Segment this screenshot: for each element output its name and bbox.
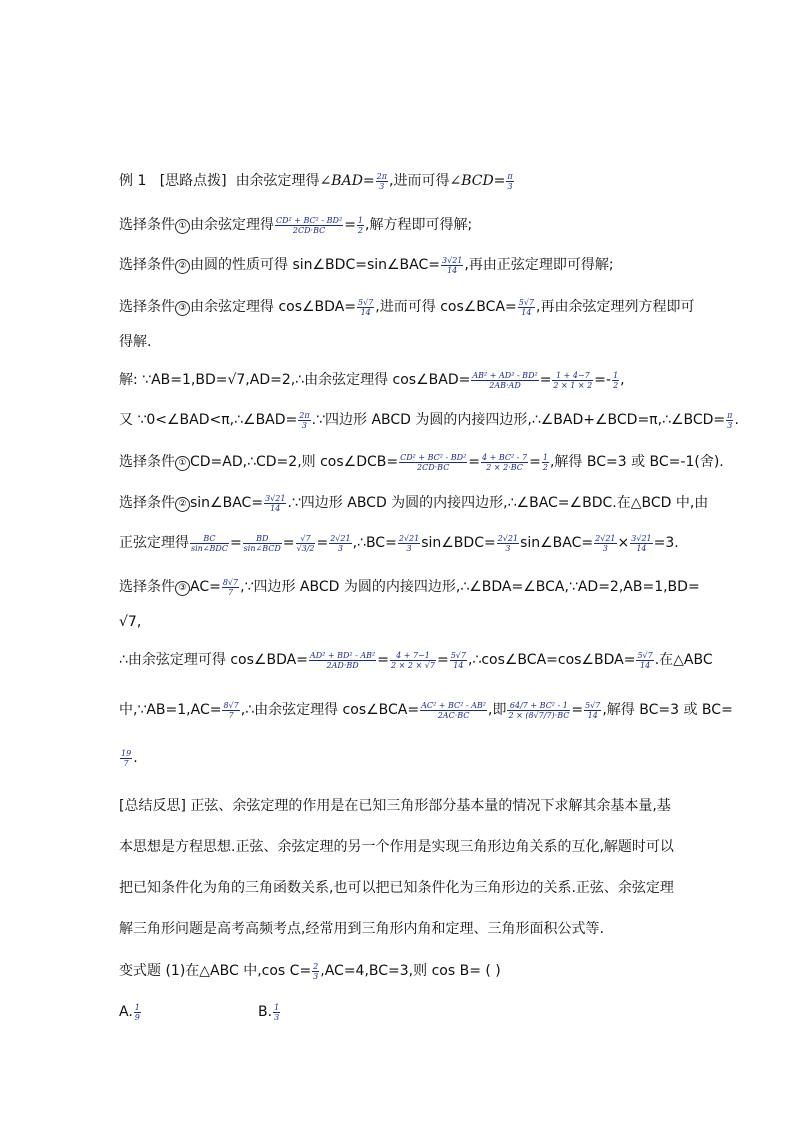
circled-number: ③ [175, 301, 190, 316]
numerator: 1 + 4−7 [552, 371, 593, 381]
fraction [726, 411, 733, 430]
text: = [436, 652, 449, 668]
circled-number: ① [175, 219, 190, 234]
fraction [120, 749, 132, 768]
numerator: 1 [542, 452, 548, 462]
text: = [571, 702, 584, 718]
hint-condition-3 [119, 297, 724, 317]
numerator: 2√21 [595, 533, 616, 543]
text: [总结反思] 正弦、余弦定理的作用是在已知三角形部分基本量的情况下求解其余基本量,基 [119, 798, 671, 814]
text: sin∠BDC= [421, 535, 496, 551]
fraction [507, 701, 570, 720]
text: = [344, 217, 356, 233]
fraction [222, 701, 239, 720]
denominator: sin∠BDC [191, 543, 228, 553]
denominator: 3 [379, 181, 385, 191]
hint-condition-1 [119, 215, 724, 235]
text: 中,∵AB=1,AC= [119, 702, 222, 718]
solution-condition-3 [119, 577, 724, 597]
text: 由余弦定理得 [190, 217, 274, 233]
fraction [497, 534, 519, 553]
summary-line-3 [119, 878, 724, 898]
numerator: 19 [121, 748, 132, 758]
numerator: 3√21 [442, 255, 463, 265]
denominator: 2AB·AD [489, 380, 521, 390]
text: × [617, 535, 630, 551]
circled-number: ② [175, 259, 190, 274]
numerator: π [727, 410, 733, 420]
denominator: 14 [521, 307, 532, 317]
denominator: 2 [542, 462, 548, 472]
text: 又 ∵0<∠BAD<π,∴∠BAD= [119, 412, 298, 428]
fraction [630, 534, 652, 553]
solution-condition-2-cont [119, 533, 724, 553]
choice-a[interactable] [119, 1002, 142, 1022]
numerator: 64/7 + BC² - 1 [507, 701, 570, 711]
solution-condition-3-cont [119, 612, 724, 632]
solution-condition-3-line-3 [119, 700, 733, 720]
denominator: 3 [301, 420, 307, 430]
denominator: 2AD·BD [326, 660, 359, 670]
fraction [312, 962, 319, 981]
solution-condition-3-line-2 [119, 650, 724, 670]
numerator: 2 [313, 961, 319, 971]
math-text: ∠BAD= [319, 173, 375, 189]
numerator: AD² + BD² - AB² [309, 650, 376, 660]
text: ,∴由余弦定理得 cos∠BCA= [240, 702, 420, 718]
text: .∵四边形 ABCD 为圆的内接四边形,∴∠BAC=∠BDC.在△BCD 中,由 [287, 495, 709, 511]
numerator: AC² + BC² - AB² [421, 700, 487, 710]
numerator: 1 [357, 215, 364, 225]
text: 由余弦定理得 cos∠BDA= [190, 299, 357, 315]
math-text: ∠BCD= [449, 173, 506, 189]
denominator: 2AC·BC [437, 710, 470, 720]
text: 由余弦定理得 [235, 173, 320, 189]
text: . [133, 750, 138, 766]
text: ,进而可得 cos∠BCA= [375, 299, 517, 315]
example-label: 例 1 [119, 173, 147, 189]
text: =3. [653, 535, 679, 551]
text: .在△ABC [654, 652, 713, 668]
text: =- [594, 372, 612, 388]
numerator: 8√7 [222, 577, 239, 587]
text: 选择条件 [119, 257, 175, 273]
denominator: 14 [639, 660, 651, 670]
fraction [243, 534, 282, 553]
text: 解: ∵AB=1,BD=√7,AD=2,∴由余弦定理得 cos∠BAD= [119, 372, 471, 388]
denominator: 2CD·BC [292, 225, 326, 235]
fraction [636, 651, 653, 670]
solution-line-2 [119, 410, 739, 430]
fraction [471, 371, 538, 390]
fraction [584, 701, 601, 720]
text: ,解得 BC=3 或 BC= [602, 702, 733, 718]
fraction [441, 256, 463, 275]
numerator: 5√7 [518, 297, 535, 307]
text: ,即 [488, 702, 507, 718]
fraction [357, 298, 374, 317]
text: 解三角形问题是高考高频考点,经常用到三角形内角和定理、三角形面积公式等. [119, 921, 604, 937]
text: ,∵四边形 ABCD 为圆的内接四边形,∴∠BDA=∠BCA,∵AD=2,AB=1,BD= [240, 579, 700, 595]
text: . [734, 412, 739, 428]
numerator: 4 + 7−1 [390, 651, 436, 661]
summary-line-1 [119, 796, 724, 816]
text: 选择条件 [119, 217, 175, 233]
text: 选择条件 [119, 495, 175, 511]
text: 本思想是方程思想.正弦、余弦定理的另一个作用是实现三角形边角关系的互化,解题时可以 [119, 839, 674, 855]
fraction [264, 494, 286, 513]
denominator: 3 [337, 543, 343, 553]
numerator: BC [190, 534, 229, 544]
numerator: π [507, 171, 513, 181]
text: .∵四边形 ABCD 为圆的内接四边形,∴∠BAD+∠BCD=π,∴∠BCD= [311, 412, 726, 428]
denominator: 3 [313, 971, 319, 981]
numerator: 2√21 [330, 533, 351, 543]
fraction [398, 534, 420, 553]
fraction [296, 534, 316, 553]
fraction [273, 1003, 280, 1022]
denominator: 2 × 2·BC [486, 462, 523, 472]
denominator: 2 × (8√7/7)·BC [508, 710, 570, 720]
denominator: 3 [505, 543, 511, 553]
text: = [229, 535, 242, 551]
text: 把已知条件化为角的三角函数关系,也可以把已知条件化为三角形边的关系.正弦、余弦定理 [119, 880, 674, 896]
numerator: 1 [274, 1002, 280, 1012]
numerator: 2π [376, 171, 388, 181]
denominator: 3 [274, 1012, 280, 1022]
denominator: 2CD·BC [417, 462, 450, 472]
text: = [282, 535, 295, 551]
numerator: 3√21 [265, 493, 286, 503]
text: ,再由余弦定理列方程即可 [536, 299, 695, 315]
fraction [298, 411, 310, 430]
solution-line-1 [119, 370, 724, 390]
fraction [390, 651, 436, 670]
denominator: 7 [227, 587, 234, 597]
fraction [190, 534, 229, 553]
numerator: 1 [134, 1002, 140, 1012]
denominator: 14 [453, 660, 464, 670]
fraction [399, 453, 467, 472]
text: ,AC=4,BC=3,则 cos B= ( ) [320, 963, 501, 979]
numerator: 1 [613, 370, 619, 380]
numerator: √7 [296, 534, 316, 544]
fraction [376, 172, 388, 191]
numerator: 4 + BC² - 7 [482, 452, 528, 462]
text: 由圆的性质可得 sin∠BDC=sin∠BAC= [190, 257, 440, 273]
text: = [468, 454, 481, 470]
text: 变式题 (1)在△ABC 中,cos C= [119, 963, 312, 979]
numerator: BD [243, 534, 282, 544]
hint-tag: [思路点拨] [159, 173, 227, 189]
summary-line-2 [119, 837, 724, 857]
text: , [620, 372, 625, 388]
numerator: CD² + BC² - BD² [276, 215, 343, 225]
fraction [134, 1003, 141, 1022]
numerator: 5√7 [450, 650, 466, 660]
numerator: 3√21 [631, 533, 652, 543]
example-heading [119, 171, 724, 191]
text: = [539, 372, 552, 388]
fraction [309, 651, 376, 670]
numerator: 8√7 [223, 700, 239, 710]
fraction [222, 578, 239, 597]
choice-label: A. [119, 1004, 133, 1020]
denominator: 14 [270, 503, 281, 513]
hint-condition-2 [119, 255, 724, 275]
summary-line-4 [119, 919, 724, 939]
denominator: 3 [406, 543, 412, 553]
circled-number: ③ [175, 581, 190, 596]
text: 得解. [119, 334, 152, 350]
fraction [612, 371, 619, 390]
numerator: CD² + BC² - BD² [400, 452, 467, 462]
text: 选择条件 [119, 454, 175, 470]
circled-number: ① [175, 456, 190, 471]
numerator: 2π [299, 410, 310, 420]
denominator: 7 [228, 710, 234, 720]
denominator: 14 [636, 543, 647, 553]
numerator: 2√21 [497, 533, 519, 543]
circled-number: ② [175, 497, 190, 512]
denominator: 2 [357, 225, 364, 235]
fraction [506, 172, 513, 191]
denominator: 14 [587, 710, 598, 720]
denominator: 3 [507, 181, 513, 191]
numerator: 5√7 [637, 650, 653, 660]
numerator: 5√7 [358, 297, 374, 307]
fraction [552, 371, 593, 390]
text: ,∴cos∠BCA=cos∠BDA= [467, 652, 636, 668]
denominator: 9 [134, 1012, 140, 1022]
text: 选择条件 [119, 299, 175, 315]
fraction [481, 453, 528, 472]
text: ,进而可得 [389, 173, 450, 189]
denominator: 14 [360, 307, 371, 317]
denominator: sin∠BCD [243, 543, 281, 553]
fraction [329, 534, 351, 553]
numerator: 5√7 [585, 700, 601, 710]
denominator: 14 [447, 265, 458, 275]
solution-condition-2 [119, 493, 724, 513]
text: 正弦定理得 [119, 535, 189, 551]
text: = [529, 454, 541, 470]
hint-condition-3-cont [119, 332, 724, 352]
text: sin∠BAC= [520, 535, 594, 551]
fraction [420, 701, 487, 720]
text: ,再由正弦定理即可得解; [464, 257, 614, 273]
fraction [518, 298, 535, 317]
text: ,∴BC= [352, 535, 397, 551]
text: CD=AD,∴CD=2,则 cos∠DCB= [190, 454, 399, 470]
variant-question [119, 961, 724, 981]
choice-label: B. [258, 1004, 273, 1020]
numerator: AB² + AD² - BD² [472, 370, 538, 380]
denominator: 3 [727, 420, 733, 430]
denominator: 2 × 1 × 2 [553, 380, 593, 390]
choice-b[interactable] [258, 1002, 281, 1022]
denominator: 2 × 2 × √7 [391, 660, 435, 670]
fraction [450, 651, 467, 670]
text: ,解方程即可得解; [365, 217, 473, 233]
denominator: 2 [613, 380, 619, 390]
text: √7, [119, 614, 142, 630]
text: AC= [190, 579, 221, 595]
fraction [275, 216, 343, 235]
text: ∴由余弦定理可得 cos∠BDA= [119, 652, 308, 668]
numerator: 2√21 [398, 533, 420, 543]
text: = [377, 652, 389, 668]
text: = [316, 535, 329, 551]
solution-condition-1 [119, 452, 724, 472]
solution-condition-3-line-4 [119, 748, 724, 768]
fraction [542, 453, 549, 472]
denominator: 3 [602, 543, 608, 553]
denominator: 7 [123, 758, 129, 768]
fraction [357, 216, 364, 235]
text: sin∠BAC= [190, 495, 264, 511]
text: 选择条件 [119, 579, 175, 595]
denominator: √3/2 [296, 543, 315, 553]
fraction [594, 534, 616, 553]
text: ,解得 BC=3 或 BC=-1(舍). [549, 454, 724, 470]
